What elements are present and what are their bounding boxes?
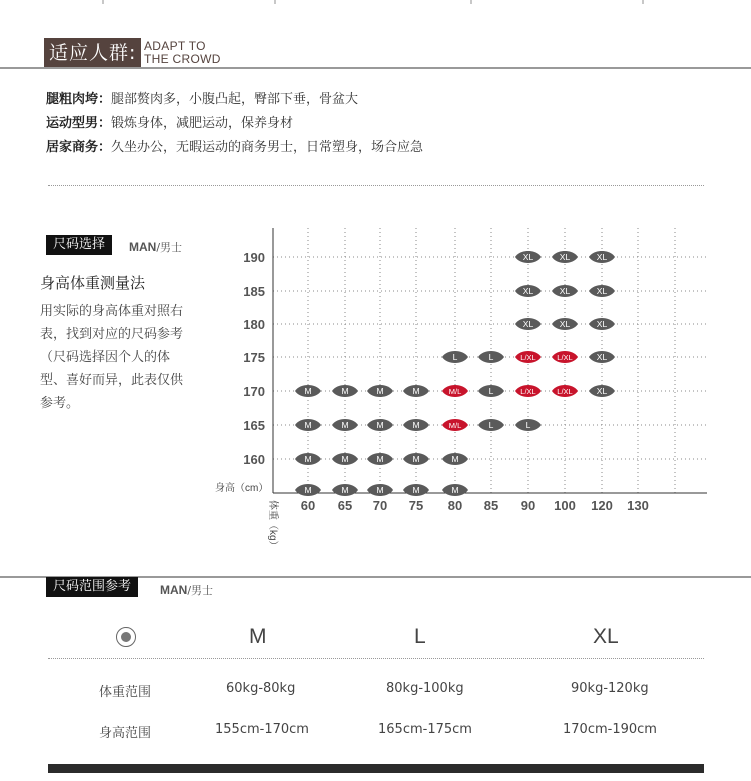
dotted-divider [48,185,704,186]
height-range-m: 155cm-170cm [215,722,309,737]
size-header-l: L [414,625,426,648]
size-marker [295,453,321,465]
size-marker [478,351,504,363]
size-marker [515,351,541,363]
size-select-tag: 尺码选择 [46,235,112,255]
size-marker [295,419,321,431]
size-marker-label: M [341,454,349,464]
size-marker-label: L [488,352,494,362]
x-tick-label: 85 [483,498,499,513]
size-marker [367,453,393,465]
size-marker-label: L/XL [520,353,536,362]
weight-range-m: 60kg-80kg [226,681,296,696]
size-marker [403,484,429,496]
size-marker [332,419,358,431]
y-tick-label: 175 [243,350,265,365]
size-marker [589,385,615,397]
size-marker-label: M [304,485,312,495]
y-tick-label: 190 [243,250,265,265]
size-marker [367,484,393,496]
crowd-row [46,88,358,107]
size-marker [295,484,321,496]
x-tick-label: 65 [337,498,353,513]
size-marker-label: M [451,454,459,464]
size-marker [403,385,429,397]
size-marker-label: XL [559,319,571,329]
size-header-m: M [249,625,267,648]
radio-icon[interactable] [116,627,136,647]
size-marker [478,385,504,397]
size-marker [589,318,615,330]
crowd-section-title: 适应人群: [44,38,141,68]
crowd-row-label: 腿粗肉垮： [46,92,112,107]
method-title: 身高体重测量法 [40,274,146,292]
crowd-section-subtitle [144,40,221,66]
size-marker-label: M [376,454,384,464]
crowd-row-label: 运动型男： [46,116,112,131]
x-tick-label: 80 [447,498,463,513]
size-chart [210,220,710,559]
x-tick-label: 60 [300,498,316,513]
size-header-xl: XL [593,625,619,648]
size-marker-label: XL [596,386,608,396]
weight-range-l: 80kg-100kg [386,681,464,696]
size-marker-label: L [525,420,531,430]
man-label [129,239,182,255]
size-marker-label: L/XL [557,353,573,362]
man-text: MAN [129,240,157,254]
size-marker [515,251,541,263]
crowd-row-label: 居家商务： [46,140,112,155]
size-marker-label: M [376,485,384,495]
size-marker-label: M [376,420,384,430]
size-marker [403,453,429,465]
size-marker [552,351,578,363]
size-marker-label: XL [596,286,608,296]
size-marker [552,318,578,330]
bottom-bar [48,764,704,773]
size-marker [442,385,468,397]
size-marker-label: M [412,420,420,430]
size-marker [589,351,615,363]
size-marker-label: M [304,420,312,430]
size-marker-label: M [304,454,312,464]
crowd-row-text: 久坐办公，无暇运动的商务男士，日常塑身，场合应急 [111,140,424,155]
height-range-l: 165cm-175cm [378,722,472,737]
height-range-xl: 170cm-190cm [563,722,657,737]
man-cn-text: /男士 [156,241,183,254]
crowd-row [46,136,423,155]
x-tick-label: 130 [627,498,649,513]
size-marker [552,285,578,297]
subtitle-line-2: THE CROWD [144,52,221,66]
size-marker-label: XL [522,319,534,329]
weight-range-label: 体重范围 [99,685,152,700]
size-marker [367,385,393,397]
size-marker [515,385,541,397]
size-marker-label: XL [522,252,534,262]
top-decoration [0,0,751,10]
man-text: MAN [160,583,188,597]
size-marker-label: XL [596,319,608,329]
y-axis-label: 身高（cm） [215,483,269,494]
size-marker-label: XL [559,286,571,296]
dotted-divider [48,658,704,659]
size-marker-label: L [488,386,494,396]
size-marker-label: M [341,420,349,430]
size-marker-label: M [341,386,349,396]
x-tick-label: 75 [408,498,424,513]
size-marker-label: L [488,420,494,430]
size-marker [478,419,504,431]
size-marker [442,419,468,431]
x-tick-label: 70 [372,498,388,513]
size-marker [332,385,358,397]
subtitle-line-1: ADAPT TO [144,39,206,53]
method-description: 用实际的身高体重对照右表，找到对应的尺码参考（尺码选择因个人的体型、喜好而异，此表仅供参考。 [40,304,184,411]
size-marker-label: L/XL [557,387,573,396]
x-tick-label: 100 [554,498,576,513]
size-marker-label: M/L [448,421,462,430]
size-marker-label: XL [596,352,608,362]
size-marker [552,385,578,397]
size-marker [589,251,615,263]
size-marker [367,419,393,431]
size-marker-label: XL [559,252,571,262]
size-marker [442,453,468,465]
size-marker [515,285,541,297]
size-marker-label: L/XL [520,387,536,396]
man-cn-text: /男士 [187,584,214,597]
y-tick-label: 185 [243,284,265,299]
size-marker [295,385,321,397]
size-marker-label: M [376,386,384,396]
size-marker [552,251,578,263]
crowd-row-text: 锻炼身体，减肥运动，保养身材 [111,116,294,131]
size-marker-label: M [412,485,420,495]
size-range-tag: 尺码范围参考 [46,577,138,597]
size-marker [515,419,541,431]
size-marker [442,351,468,363]
size-marker-label: M [304,386,312,396]
y-tick-label: 180 [243,317,265,332]
size-marker-label: M [412,454,420,464]
y-tick-label: 160 [243,452,265,467]
size-marker-label: M [341,485,349,495]
crowd-row [46,112,293,131]
size-marker [589,285,615,297]
size-marker-label: M [451,485,459,495]
section-divider [0,67,751,69]
y-tick-label: 170 [243,384,265,399]
size-marker [332,453,358,465]
size-marker-label: XL [596,252,608,262]
size-marker [332,484,358,496]
size-chart-svg [210,220,710,555]
size-marker [515,318,541,330]
size-marker-label: M/L [448,387,462,396]
crowd-row-text: 腿部赘肉多，小腹凸起，臀部下垂，骨盆大 [111,92,359,107]
size-marker-label: M [412,386,420,396]
x-tick-label: 90 [520,498,536,513]
weight-range-xl: 90kg-120kg [571,681,649,696]
size-marker [403,419,429,431]
size-marker-label: L [452,352,458,362]
y-tick-label: 165 [243,418,265,433]
size-marker [442,484,468,496]
x-axis-label: 体重（kg） [267,500,278,551]
man-label [160,582,213,598]
size-marker-label: XL [522,286,534,296]
height-range-label: 身高范围 [99,726,152,741]
x-tick-label: 120 [591,498,613,513]
